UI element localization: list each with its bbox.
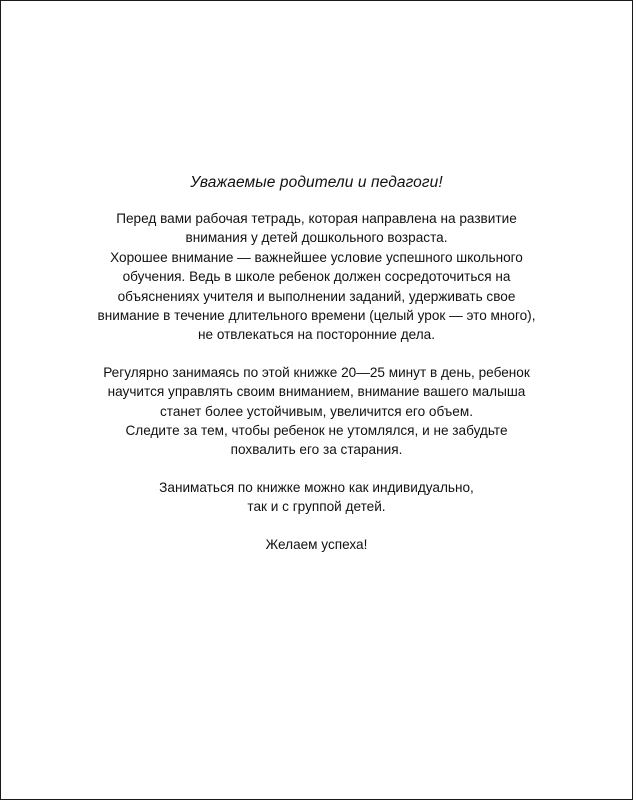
text-line: не отвлекаться на посторонние дела. xyxy=(197,327,436,343)
text-line: Перед вами рабочая тетрадь, которая направлена на развитие xyxy=(116,211,517,226)
page-heading: Уважаемые родители и педагоги! xyxy=(190,174,443,191)
text-line: Хорошее внимание — важнейшее условие успешного школьного xyxy=(110,249,523,265)
text-line: станет более устойчивым, увеличится его объем. xyxy=(160,403,473,419)
paragraph-intro xyxy=(21,209,612,345)
text-line: обучения. Ведь в школе ребенок должен сосредоточиться на xyxy=(122,269,511,285)
paragraph-gap xyxy=(21,345,612,363)
paragraph-usage xyxy=(21,478,612,517)
paragraph-practice xyxy=(21,363,612,460)
text-line: похвалить его за старания. xyxy=(230,442,403,458)
paragraph-gap xyxy=(21,460,612,478)
page-content xyxy=(21,173,612,554)
text-line: Заниматься по книжке можно как индивидуально, xyxy=(159,479,474,495)
text-line: Следите за тем, чтобы ребенок не утомлялся, и не забудьте xyxy=(125,423,508,439)
closing-line: Желаем успеха! xyxy=(265,536,368,552)
text-line: Регулярно занимаясь по этой книжке 20—25 минут в день, ребенок xyxy=(103,364,530,380)
text-line: объяснениях учителя и выполнении заданий, удерживать свое xyxy=(117,288,516,304)
text-line: так и с группой детей. xyxy=(247,499,386,515)
text-line: внимания у детей дошкольного возраста. xyxy=(185,230,448,246)
text-line: внимание в течение длительного времени (целый урок — это много), xyxy=(97,308,536,324)
text-line: научится управлять своим вниманием, внимание вашего малыша xyxy=(107,384,526,400)
paragraph-gap xyxy=(21,517,612,535)
